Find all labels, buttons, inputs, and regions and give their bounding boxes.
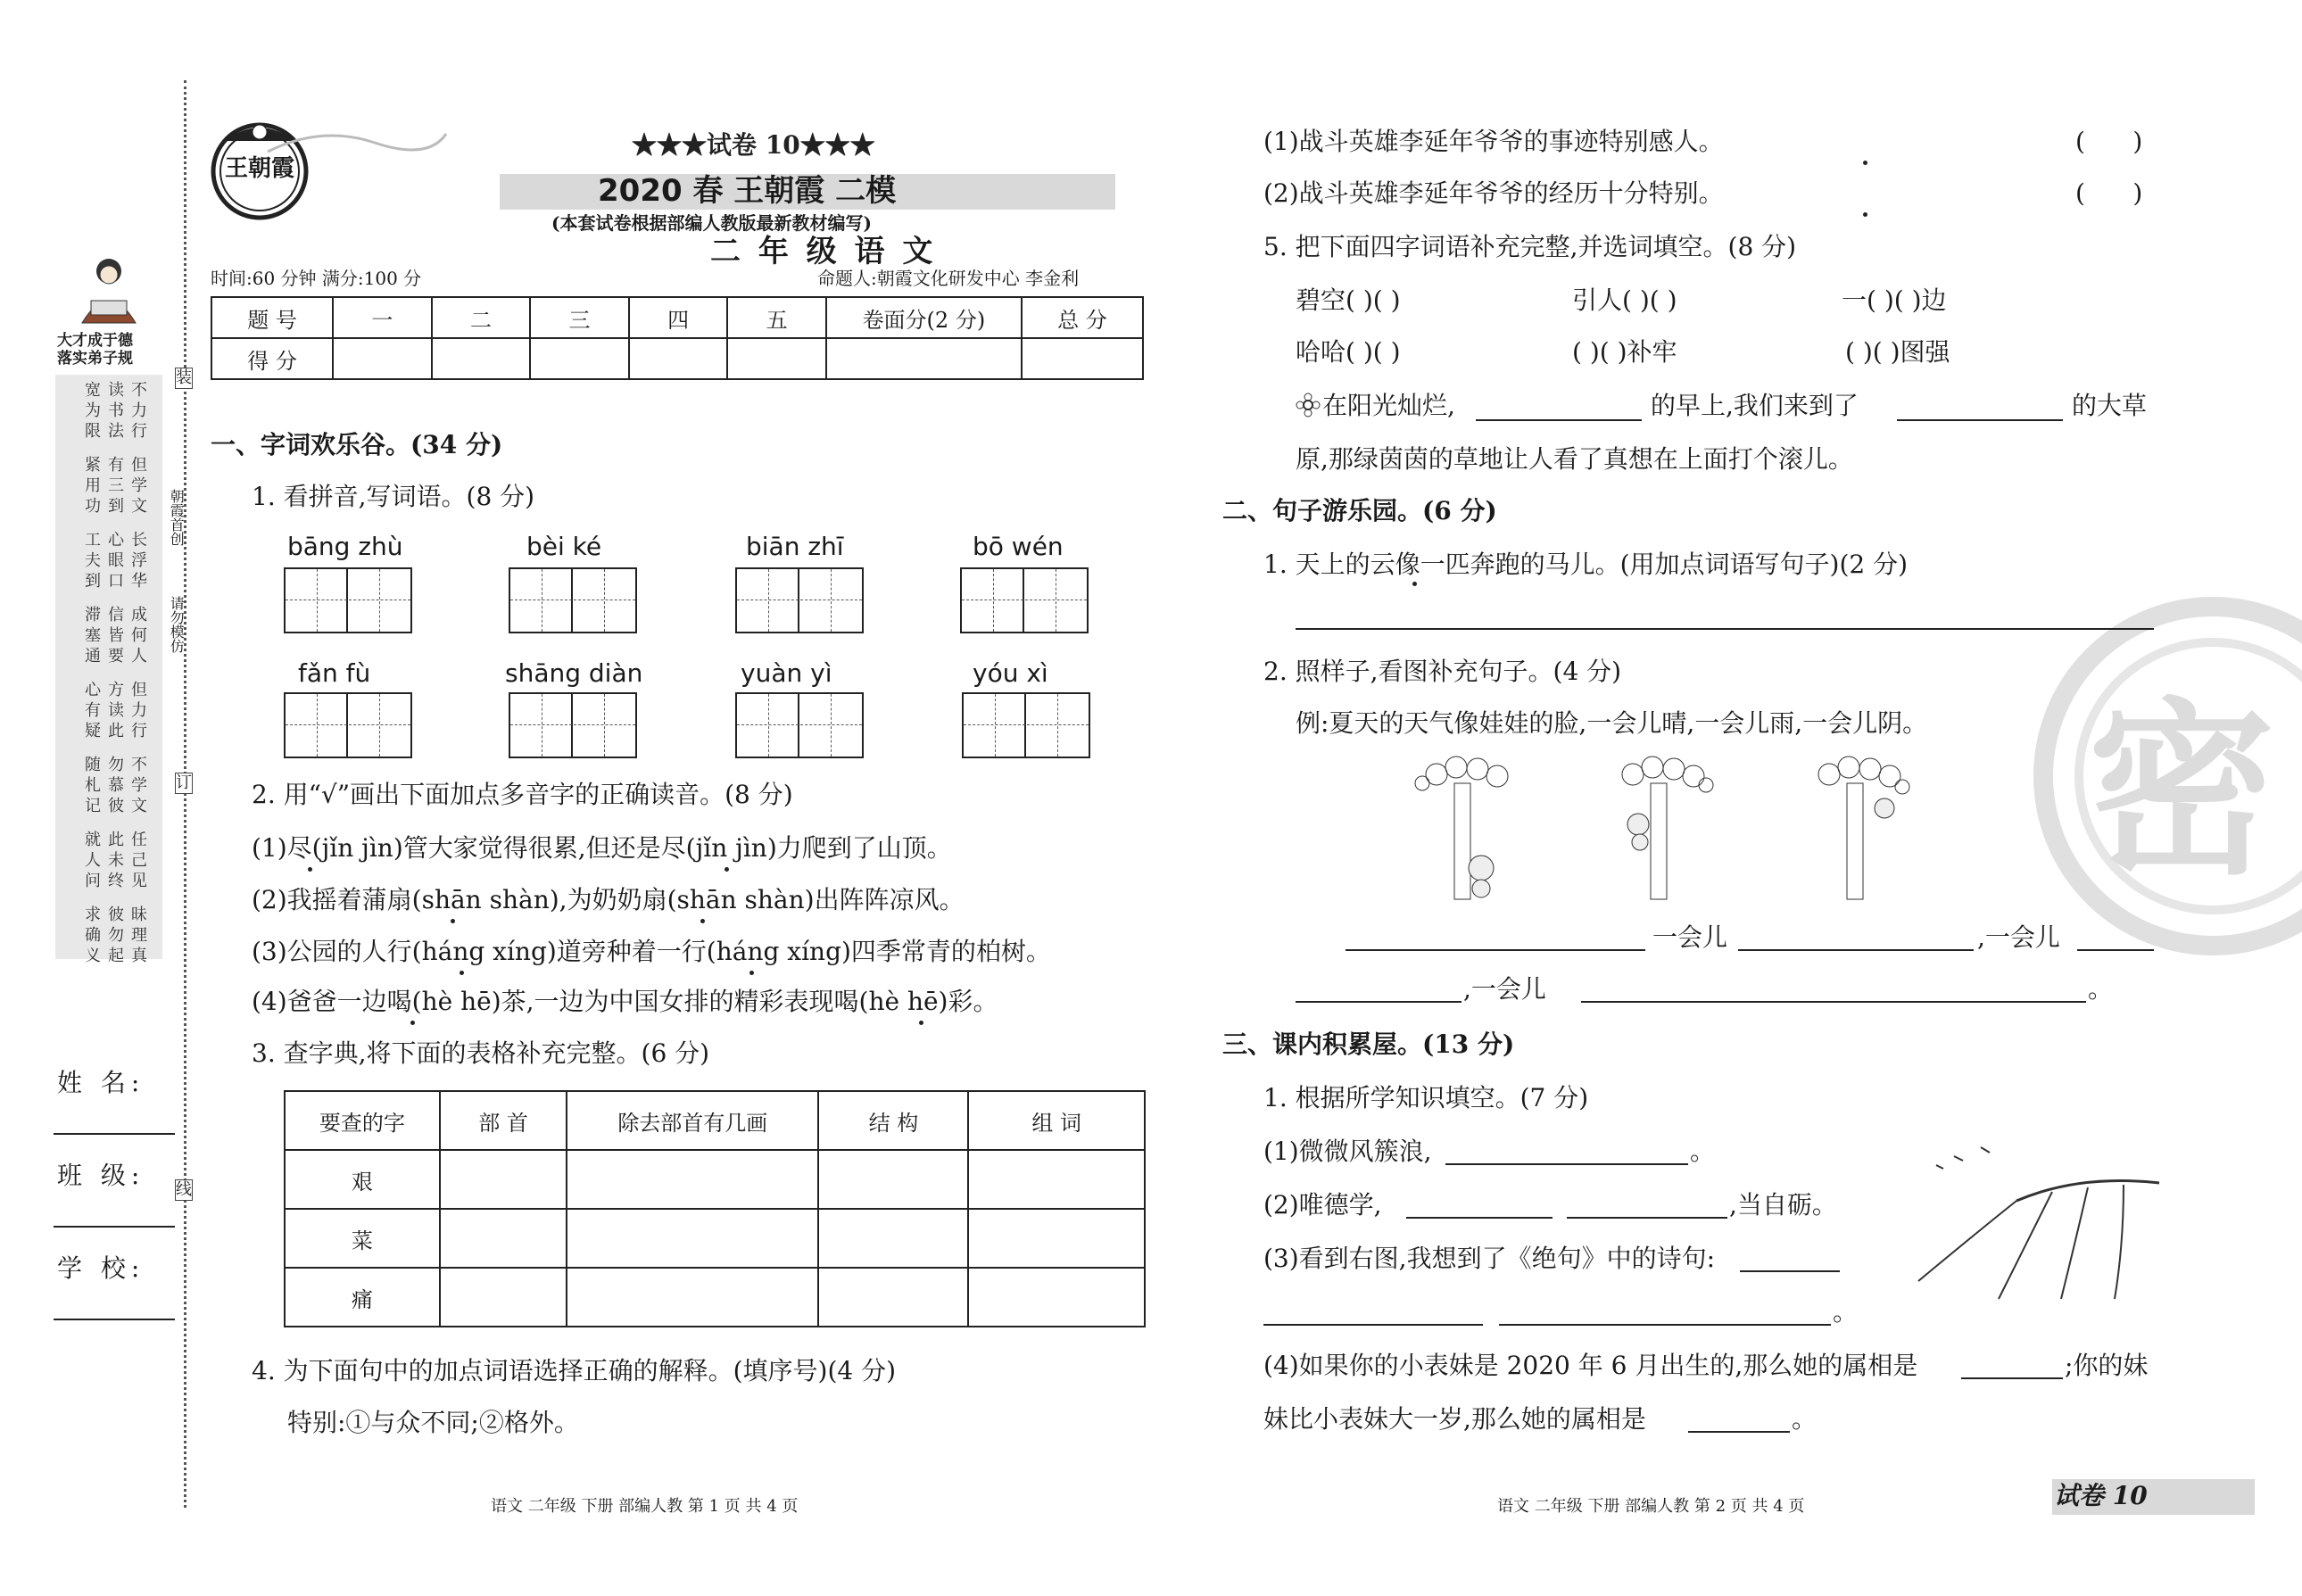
score-input[interactable] — [530, 338, 629, 379]
yihuier-1: 一会儿 — [1652, 922, 1728, 952]
s2-q2: 2. 照样子,看图补充句子。(4 分) — [1263, 657, 1622, 686]
s2-q1-answer-line[interactable] — [1296, 628, 2154, 630]
s3-blank-7[interactable] — [1961, 1377, 2063, 1379]
exam-badge: ★★★试卷 10★★★ — [632, 130, 875, 160]
binding-mark-2: 订 — [176, 773, 192, 792]
s2-example: 例:夏天的天气像娃娃的脸,一会儿晴,一会儿雨,一会儿阴。 — [1296, 708, 1928, 738]
s1-q2-line2: (2)我摇着蒲扇(shān shàn),为奶奶扇(shān shàn)出阵阵凉风。 — [252, 885, 965, 914]
emphasis-dot — [1863, 212, 1867, 217]
footer-right: 语文 二年级 下册 部编人教 第 2 页 共 4 页 — [1497, 1497, 1805, 1516]
emphasis-dot — [919, 1021, 923, 1025]
q5-word-1[interactable]: 碧空( )( ) — [1296, 285, 1401, 315]
pinyin-6: shāng diàn — [505, 658, 643, 688]
s3-blank-1[interactable] — [1445, 1163, 1688, 1165]
q5-word-3[interactable]: 一( )( )边 — [1842, 285, 1947, 315]
dict-answer[interactable] — [818, 1150, 968, 1209]
motto-column: 成何人 — [131, 606, 147, 666]
school-label: 学 校: — [57, 1253, 145, 1283]
s2-q2-blank-1[interactable] — [1346, 949, 1645, 951]
dict-header: 组 词 — [968, 1091, 1145, 1150]
s3-line3-period: 。 — [1833, 1297, 1859, 1327]
motto-column: 不力行 — [131, 381, 147, 441]
section1-title: 一、字词欢乐谷。(34 分) — [211, 430, 503, 459]
s3-line4a: (4)如果你的小表妹是 2020 年 6 月出生的,那么她的属相是 — [1263, 1351, 1918, 1380]
flower-icon — [1296, 393, 1321, 418]
motto-column: 信皆要 — [108, 606, 124, 666]
motto-column: 有三到 — [108, 456, 124, 516]
q5-word-6[interactable]: ( )( )图强 — [1845, 337, 1950, 367]
s2-q2-blank-4[interactable] — [1296, 1001, 1462, 1003]
emphasis-dot — [700, 919, 705, 923]
dict-header: 要查的字 — [285, 1091, 440, 1150]
s2-q2-period: 。 — [2088, 974, 2114, 1004]
score-input[interactable] — [727, 338, 826, 379]
writing-grid[interactable] — [509, 567, 637, 633]
emphasis-dot — [725, 867, 729, 872]
q5-sentence-d: 原,那绿茵茵的草地让人看了真想在上面打个滚儿。 — [1296, 444, 1853, 474]
motto-column: 心眼口 — [108, 531, 124, 591]
motto-column: 勿慕彼 — [108, 756, 124, 815]
cartoon-caption-1: 大才成于德 — [57, 332, 133, 350]
class-label: 班 级: — [57, 1161, 145, 1190]
name-label: 姓 名: — [57, 1068, 145, 1097]
score-cell: 总 分 — [1022, 297, 1143, 338]
emphasis-dot — [460, 971, 464, 975]
dict-header: 除去部首有几画 — [567, 1091, 818, 1150]
dict-answer[interactable] — [440, 1150, 567, 1209]
dict-answer[interactable] — [968, 1150, 1145, 1209]
writing-grid[interactable] — [284, 692, 412, 758]
score-cell: 二 — [432, 297, 531, 338]
exam-title: 2020 春 王朝霞 二模 — [598, 173, 897, 209]
dict-answer[interactable] — [567, 1268, 818, 1327]
s2-q2-blank-5[interactable] — [1581, 1001, 2086, 1003]
pinyin-4: bō wén — [973, 532, 1064, 561]
exam-subtitle: (本套试卷根据部编人教版最新教材编写) — [551, 212, 872, 234]
motto-column: 读书法 — [108, 381, 124, 441]
q5-sentence-b: 的早上,我们来到了 — [1651, 391, 1859, 420]
score-cell: 题 号 — [211, 297, 333, 338]
footer-left: 语文 二年级 下册 部编人教 第 1 页 共 4 页 — [491, 1497, 799, 1516]
writing-grid[interactable] — [960, 567, 1089, 633]
motto-column: 滞塞通 — [85, 606, 101, 666]
dict-char: 痛 — [285, 1268, 440, 1327]
section3-title: 三、课内积累屋。(13 分) — [1222, 1030, 1515, 1059]
pinyin-1: bāng zhù — [287, 532, 403, 561]
name-field[interactable] — [54, 1133, 175, 1135]
dict-answer[interactable] — [968, 1268, 1145, 1327]
s3-line2-end: ,当自砺。 — [1729, 1190, 1837, 1220]
pinyin-3: biān zhī — [746, 532, 844, 561]
dict-answer[interactable] — [968, 1209, 1145, 1268]
s3-line4c: 妹比小表妹大一岁,那么她的属相是 — [1263, 1404, 1646, 1434]
pinyin-7: yuàn yì — [741, 658, 832, 688]
motto-column: 此未终 — [108, 831, 124, 890]
dict-row — [285, 1268, 1145, 1327]
writing-grid[interactable] — [509, 692, 637, 758]
motto-column: 工夫到 — [85, 531, 101, 591]
motto-column: 就人问 — [85, 831, 101, 890]
motto-column: 方读此 — [108, 681, 124, 740]
score-cell: 卷面分(2 分) — [826, 297, 1022, 338]
s3-blank-5[interactable] — [1263, 1324, 1483, 1326]
dict-answer[interactable] — [818, 1209, 968, 1268]
motto-column: 任己见 — [131, 831, 147, 890]
dict-answer[interactable] — [440, 1268, 567, 1327]
tree-monkey-picture-1 — [1410, 757, 1526, 899]
motto-column: 不学文 — [131, 756, 147, 815]
q4-item2: (2)战斗英雄李延年爷爷的经历十分特别。 — [1263, 178, 1724, 208]
s3-line4-period: 。 — [1792, 1404, 1818, 1434]
q5-sentence-c: 的大草 — [2072, 391, 2148, 420]
fold-note-2: 请勿模仿 — [168, 596, 186, 653]
s3-line4b: ;你的妹 — [2065, 1351, 2149, 1380]
motto-panel — [55, 375, 162, 965]
q5-blank-2[interactable] — [1897, 419, 2063, 421]
dict-header-row — [285, 1091, 1145, 1150]
score-table-score-row — [211, 338, 1143, 379]
dict-answer[interactable] — [440, 1209, 567, 1268]
yihuier-3: ,一会儿 — [1463, 974, 1546, 1004]
q5-blank-1[interactable] — [1476, 419, 1642, 421]
score-input[interactable] — [629, 338, 728, 379]
s3-blank-8[interactable] — [1688, 1431, 1790, 1433]
class-field[interactable] — [54, 1226, 175, 1228]
q4-answer-1[interactable]: ( ) — [2075, 127, 2143, 156]
dict-row — [285, 1150, 1145, 1209]
s1-q3: 3. 查字典,将下面的表格补充完整。(6 分) — [252, 1038, 710, 1068]
s3-line2: (2)唯德学, — [1263, 1190, 1382, 1220]
time-info: 时间:60 分钟 满分:100 分 — [211, 268, 422, 289]
score-table-header-row — [211, 297, 1143, 338]
s3-blank-2[interactable] — [1406, 1217, 1553, 1219]
header-ribbon — [268, 125, 446, 161]
score-table — [211, 296, 1144, 380]
q4-item1: (1)战斗英雄李延年爷爷的事迹特别感人。 — [1263, 127, 1724, 156]
s2-q2-blank-2[interactable] — [1738, 949, 1974, 951]
dict-answer[interactable] — [567, 1150, 818, 1209]
willow-branch-illustration — [1900, 1147, 2159, 1308]
pinyin-8: yóu xì — [973, 658, 1048, 688]
emphasis-dot — [410, 1021, 415, 1025]
writing-grid[interactable] — [735, 567, 864, 633]
cartoon-scholar-illustration — [55, 252, 162, 332]
emphasis-dot — [451, 919, 455, 923]
s1-q2-line4: (4)爸爸一边喝(hè hē)茶,一边为中国女排的精彩表现喝(hè hē)彩。 — [252, 987, 998, 1016]
s3-line3: (3)看到右图,我想到了《绝句》中的诗句: — [1263, 1244, 1715, 1273]
dict-char: 菜 — [285, 1209, 440, 1268]
emphasis-dot — [1412, 582, 1417, 586]
motto-column: 宽为限 — [85, 381, 101, 441]
footer-tag: 试卷 10 — [2054, 1481, 2148, 1510]
s1-q4-meaning: 特别:①与众不同;②格外。 — [287, 1408, 579, 1437]
s3-q1: 1. 根据所学知识填空。(7 分) — [1263, 1083, 1589, 1112]
score-cell: 四 — [629, 297, 728, 338]
s1-q2-line3: (3)公园的人行(háng xíng)道旁种着一行(háng xíng)四季常青的柏树。 — [252, 937, 1051, 966]
score-cell: 一 — [333, 297, 432, 338]
motto-column: 紧用功 — [85, 456, 101, 516]
fold-note-1: 朝霞首创 — [168, 489, 186, 546]
cartoon-caption-2: 落实弟子规 — [57, 350, 133, 368]
motto-column: 昧理真 — [131, 906, 147, 965]
yihuier-2: ,一会儿 — [1977, 922, 2060, 952]
score-cell: 三 — [530, 297, 629, 338]
watermark-text: 密 — [2088, 680, 2276, 900]
motto-column: 长浮华 — [131, 531, 147, 591]
score-input[interactable] — [333, 338, 432, 379]
q5-sentence-a: 在阳光灿烂, — [1322, 391, 1455, 420]
brand-logo-text: 王朝霞 — [225, 155, 295, 182]
pinyin-5: fǎn fù — [298, 658, 371, 688]
secret-watermark — [2034, 598, 2302, 955]
score-input[interactable] — [826, 338, 1022, 379]
writing-grid[interactable] — [962, 692, 1090, 758]
tree-monkey-picture-3 — [1802, 757, 1918, 899]
emphasis-dot — [308, 867, 312, 872]
motto-column: 彼勿起 — [108, 906, 124, 965]
pinyin-2: bèi ké — [526, 532, 602, 561]
q5-word-4[interactable]: 哈哈( )( ) — [1296, 337, 1401, 367]
s3-blank-3[interactable] — [1567, 1217, 1727, 1219]
grade-subject: 二 年 级 语 文 — [710, 234, 937, 269]
s1-q1: 1. 看拼音,写词语。(8 分) — [252, 482, 535, 511]
tree-monkey-picture-2 — [1606, 757, 1722, 899]
s3-blank-6[interactable] — [1499, 1324, 1831, 1326]
score-cell: 五 — [727, 297, 826, 338]
binding-mark-3: 线 — [176, 1180, 192, 1199]
school-field[interactable] — [54, 1319, 175, 1320]
writing-grid[interactable] — [735, 692, 864, 758]
s3-blank-4[interactable] — [1740, 1270, 1840, 1272]
score-row-label: 得 分 — [211, 338, 333, 379]
s2-q1: 1. 天上的云像一匹奔跑的马儿。(用加点词语写句子)(2 分) — [1263, 550, 1909, 579]
motto-column: 但学文 — [131, 456, 147, 516]
s1-q2: 2. 用“√”画出下面加点多音字的正确读音。(8 分) — [252, 780, 793, 809]
score-input[interactable] — [432, 338, 531, 379]
q5-word-5[interactable]: ( )( )补牢 — [1572, 337, 1677, 367]
section2-title: 二、句子游乐园。(6 分) — [1222, 496, 1497, 525]
dict-answer[interactable] — [818, 1268, 968, 1327]
s1-q2-line1: (1)尽(jǐn jìn)管大家觉得很累,但还是尽(jǐn jìn)力爬到了山顶。 — [252, 833, 952, 863]
emphasis-dot — [1863, 161, 1867, 165]
dict-header: 结 构 — [818, 1091, 968, 1150]
dict-row — [285, 1209, 1145, 1268]
writing-grid[interactable] — [284, 567, 412, 633]
author-info: 命题人:朝霞文化研发中心 李金利 — [817, 268, 1080, 289]
binding-fold-line — [184, 80, 186, 1508]
q5-word-2[interactable]: 引人( )( ) — [1572, 285, 1677, 315]
motto-column: 随札记 — [85, 756, 101, 815]
motto-column: 但力行 — [131, 681, 147, 740]
motto-column: 求确义 — [85, 906, 101, 965]
dict-header: 部 首 — [440, 1091, 567, 1150]
dictionary-table — [284, 1090, 1146, 1327]
binding-mark-1: 装 — [176, 368, 192, 387]
s2-q2-blank-3[interactable] — [2077, 949, 2154, 951]
score-input[interactable] — [1022, 338, 1143, 379]
q4-answer-2[interactable]: ( ) — [2075, 178, 2143, 208]
s3-line1-period: 。 — [1690, 1137, 1716, 1166]
dict-char: 艰 — [285, 1150, 440, 1209]
motto-column: 心有疑 — [85, 681, 101, 740]
dict-answer[interactable] — [567, 1209, 818, 1268]
emphasis-dot — [749, 971, 754, 975]
s1-q4: 4. 为下面句中的加点词语选择正确的解释。(填序号)(4 分) — [252, 1356, 897, 1385]
q5-title: 5. 把下面四字词语补充完整,并选词填空。(8 分) — [1263, 232, 1797, 261]
s3-line1: (1)微微风簇浪, — [1263, 1137, 1432, 1166]
